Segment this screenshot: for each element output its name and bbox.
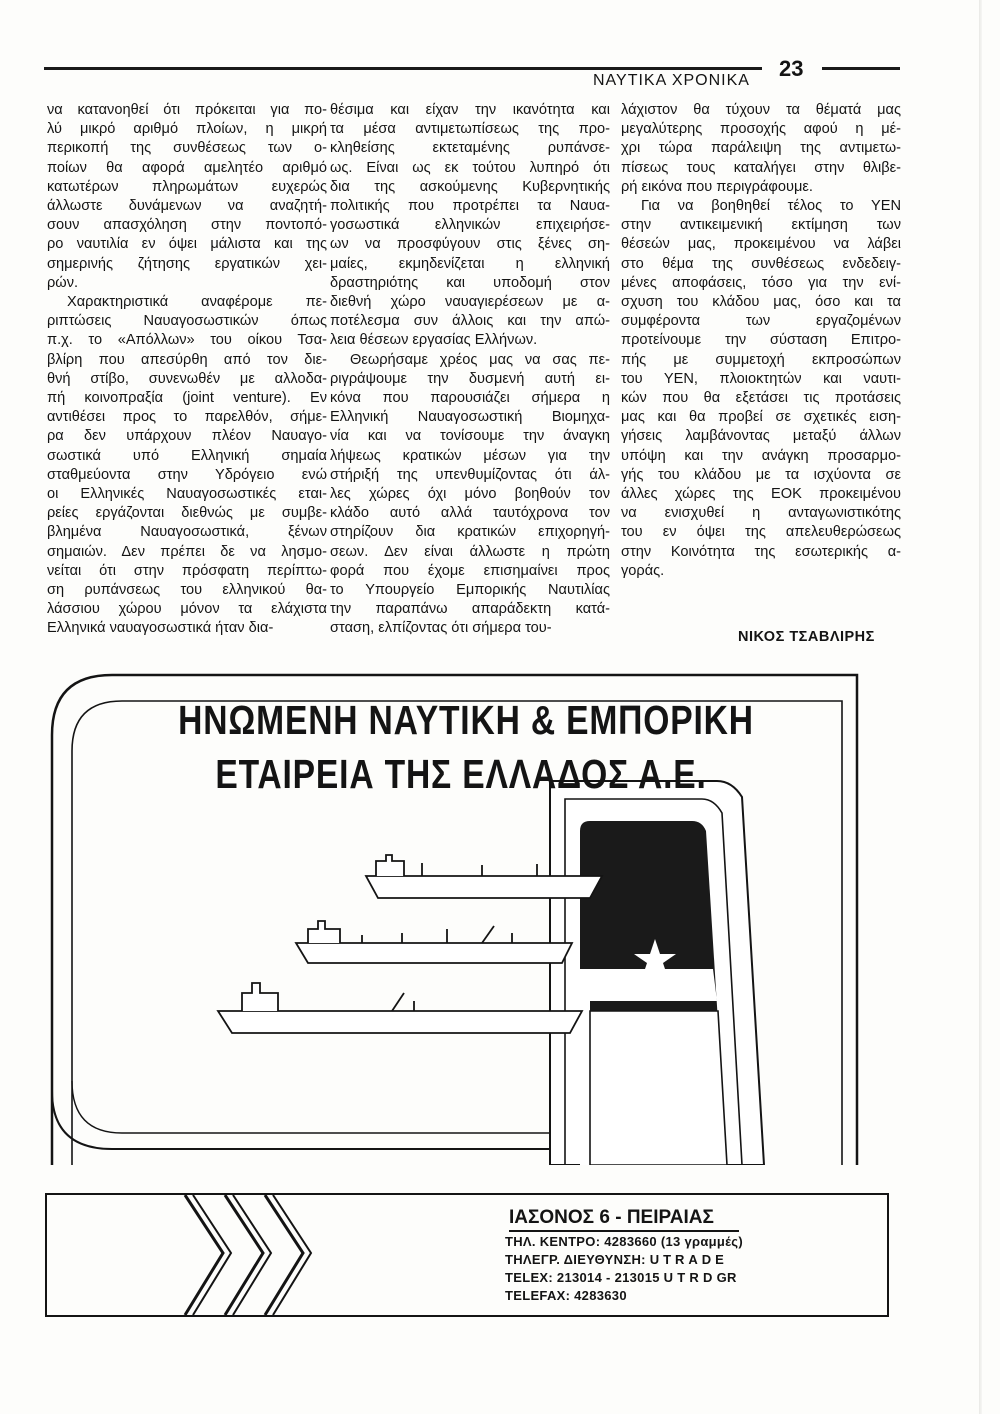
article-line: ποτέλεσμα συν άλλοις και την απώ-	[330, 313, 610, 330]
article-line: ρο ναυτιλία εν όψει μάλιστα και της	[47, 236, 327, 253]
article-line: του ΥΕΝ, πλοιοκτητών και ναυτι-	[621, 370, 901, 387]
article-line: τα μέσα αντιμετωπίσεως της προ-	[330, 121, 610, 138]
article-line: συμφέροντα των εργαζομένων	[621, 313, 901, 330]
phone-number: ΤΗΛ. ΚΕΝΤΡΟ: 4283660 (13 γραμμές)	[505, 1234, 743, 1249]
article-line: γοσωστικά ελληνικών επιχειρήσε-	[330, 217, 610, 234]
article-line: σημερινής ζήτησης εργατικών χει-	[47, 255, 327, 272]
company-name-line-1: ΗΝΩΜΕΝΗ ΝΑΥΤΙΚΗ & ΕΜΠΟΡΙΚΗ	[178, 697, 754, 743]
page-fold-shadow	[979, 0, 982, 1414]
article-line: στο θέμα της συνθέσεως ενδεδειγ-	[621, 255, 901, 272]
article-line: Ελληνική Ναυαγοσωστική Βιομηχα-	[330, 409, 610, 426]
article-line: προτείνουμε την σύσταση Επιτρο-	[621, 332, 901, 349]
page-number: 23	[779, 56, 804, 81]
magazine-title: ΝΑΥΤΙΚΑ ΧΡΟΝΙΚΑ	[593, 72, 750, 89]
article-line: Θεωρήσαμε χρέος μας να σας πε-	[350, 351, 610, 368]
hull-curve-2	[72, 1081, 602, 1133]
article-line: λήψεως κρατικών μέσων για την	[330, 447, 610, 464]
article-line: λάσσιου χώρου μόνον τα ελάχιστα	[47, 601, 327, 618]
article-line: σωστικά υπό Ελληνική σημαία	[47, 447, 327, 464]
article-line: ρή εικόνα που περιγράφουμε.	[621, 178, 813, 195]
article-line: ποίων θα αφορά αμελητέο αριθμό	[47, 159, 327, 176]
article-line: άλλωστε δυνάμενων να αναζητή-	[47, 198, 327, 215]
article-line: το Υπουργείο Εμπορικής Ναυτιλίας	[330, 582, 610, 599]
ad-artwork	[42, 671, 890, 1165]
article-line: διεθνή χώρο ναυαγιερέσεων με α-	[330, 294, 610, 311]
article-line: να ενισχυθεί η ανταγωνιστικότης	[621, 505, 901, 522]
article-line: γήσεις λαμβάνοντας μεταξύ άλλων	[621, 428, 901, 445]
article-column-2	[330, 101, 610, 639]
article-line: στηρίζουν δια κρατικών επιχορηγή-	[330, 524, 610, 541]
article-line: σχυση του κλάδου μας, όσο και τα	[621, 294, 901, 311]
article-line: ριπτώσεις Ναυαγοσωστικών όπως	[47, 313, 327, 330]
article-line: Ελληνικά ναυαγοσωστικά ήταν δια-	[47, 620, 274, 637]
article-line: μαίες, εκμηδενίζεται η ελληνική	[330, 255, 610, 272]
telex-number: TELEX: 213014 - 213015 U T R D GR	[505, 1270, 737, 1285]
article-line: φορά που έχομε επισημαίνει προς	[330, 562, 610, 579]
ship-icon-middle	[296, 921, 572, 963]
article-line: σεων. Δεν είναι άλλωστε η πρώτη	[330, 543, 610, 560]
article-line: σημαιών. Δεν πρέπει δε να λησμο-	[47, 543, 327, 560]
article-line: βλημένα Ναυαγοσωστικά, ξένων	[47, 524, 327, 541]
article-author: ΝΙΚΟΣ ΤΣΑΒΛΙΡΗΣ	[738, 629, 875, 645]
article-line: λες χώρες όχι μόνο βοηθούν τον	[330, 486, 610, 503]
header-rule-right	[822, 67, 900, 70]
article-line: κατωτέρων πληρωμάτων ευχερώς	[47, 178, 327, 195]
article-line: οι Ελληνικές Ναυαγοσωστικές εται-	[47, 486, 327, 503]
article-line: ρα δεν υπάρχουν πλέον Ναυαγο-	[47, 428, 327, 445]
article-line: λάχιστον θα τύχουν τα θέματά μας	[621, 102, 901, 118]
chevron-arrows-icon	[97, 1195, 337, 1315]
telegram-address	[505, 1252, 728, 1267]
article-line: στην αντικειμενική εκτίμηση των	[621, 217, 901, 234]
article-line: άλλες χώρες της ΕΟΚ προκειμένου	[621, 486, 901, 503]
article-line: θέσεών μας, προκειμένου να λάβει	[621, 236, 901, 253]
telegram-label: ΤΗΛΕΓΡ. ΔΙΕΥΘΥΝΣΗ:	[505, 1252, 646, 1267]
article-line: πής με συμμετοχή εκπροσώπων	[621, 351, 901, 368]
telegram-value: UTRADE	[649, 1252, 728, 1267]
article-line: να κατανοηθεί ότι πρόκειται για πο-	[47, 102, 327, 118]
article-line: υπόψη και την ανάγκη προσαρμο-	[621, 447, 901, 464]
article-line: του εν όψει της απελευθερώσεως	[621, 524, 901, 541]
article-line: λύ μικρό αριθμό πλοίων, η μικρή	[47, 121, 327, 138]
article-line: γής του κλάδου με τα ισχύοντα σε	[621, 466, 901, 483]
article-column-1	[47, 101, 327, 639]
article-line: ρείες εργάζονται διεθνώς με συμβε-	[47, 505, 327, 522]
article-line: σταση, ελπίζοντας ότι σήμερα του-	[330, 620, 552, 637]
article-line: ριγράψουμε την δυσμενή αυτή ει-	[330, 370, 610, 387]
funnel-lower-band	[590, 1011, 727, 1165]
header-rule-left	[44, 67, 762, 70]
article-line: πολιτικής που προτρέπει τα Ναυα-	[330, 198, 610, 215]
article-line: ως. Είναι ως εκ τούτου λυπηρό ότι	[330, 159, 610, 176]
article-line: αντιθέσει προς το παρελθόν, σήμε-	[47, 409, 327, 426]
article-line: χρι τώρα παράλειψη της αντιμετω-	[621, 140, 901, 157]
article-line: μας και θα προβεί σε σχετικές ειση-	[621, 409, 901, 426]
article-line: ρών.	[47, 274, 79, 291]
company-advertisement	[42, 671, 890, 1165]
article-column-3	[621, 101, 901, 581]
article-line: θνή στίβο, συνενωθέν με αλλοδα-	[47, 370, 327, 387]
article-line: περικοπή της συνθέσεως των ο-	[47, 140, 327, 157]
article-line: Χαρακτηριστικά αναφέρομε πε-	[67, 294, 327, 311]
article-line: πή κοινοπραξία (joint venture). Εν	[47, 390, 327, 407]
article-line: Για να βοηθηθεί τέλος το ΥΕΝ	[641, 198, 901, 215]
article-line: ση ρυπάνσεως του ελληνικού θα-	[47, 582, 327, 599]
article-line: π.χ. το «Απόλλων» του οίκου Τσα-	[47, 332, 327, 349]
ship-icon-bottom	[218, 983, 582, 1033]
article-line: σουν απασχόληση στην ποντοπό-	[47, 217, 327, 234]
article-line: κληθείσης εκτεταμένης ρυπάνσε-	[330, 140, 610, 157]
article-line: θέσιμα και είχαν την ικανότητα και	[330, 102, 610, 118]
article-line: νείται ότι στην πρόσφατη περίπτω-	[47, 562, 327, 579]
article-line: λεια θέσεων εργασίας Ελλήνων.	[330, 332, 538, 349]
contact-box	[45, 1193, 889, 1317]
article-line: δια της ασκούμενης Κυβερνητικής	[330, 178, 610, 195]
article-line: κλάδο αυτό αλλά ταυτόχρονα τον	[330, 505, 610, 522]
article-line: νία και να τονίσουμε την άναγκη	[330, 428, 610, 445]
article-line: μεγαλύτερης προσοχής αφού η μέ-	[621, 121, 901, 138]
article-line: βλίρη που απεσύρθη από τον διε-	[47, 351, 327, 368]
company-name-line-2: ΕΤΑΙΡΕΙΑ ΤΗΣ ΕΛΛΑΔΟΣ Α.Ε.	[215, 751, 707, 797]
article-line: δραστηριότης και υποδομή στον	[330, 274, 610, 291]
article-line: κών που θα εξετάσει τις προτάσεις	[621, 390, 901, 407]
article-line: στην Κοινότητα της εσωτερικής α-	[621, 543, 901, 560]
telefax-number: TELEFAX: 4283630	[505, 1288, 627, 1303]
hull-curve-1	[52, 1091, 602, 1149]
article-line: πίσεως τους καταλήγει στην θλιβε-	[621, 159, 901, 176]
article-line: γοράς.	[621, 562, 665, 579]
article-line: στήριξή της υπενθυμίζοντας ότι άλ-	[330, 466, 610, 483]
article-line: μένες αποφάσεις, τόσο για την ενί-	[621, 274, 901, 291]
article-line: την παραπάνω απαράδεκτη κατά-	[330, 601, 610, 618]
article-line: κόνα που παρουσιάζει σήμερα η	[330, 390, 610, 407]
article-line: σταθμεύοντα στην Υδρόγειο ενώ	[47, 466, 327, 483]
article-line: ων να προσφύγουν στις ξένες ση-	[330, 236, 610, 253]
address-underline	[509, 1230, 739, 1232]
company-address: ΙΑΣΟΝΟΣ 6 - ΠΕΙΡΑΙΑΣ	[509, 1207, 714, 1228]
